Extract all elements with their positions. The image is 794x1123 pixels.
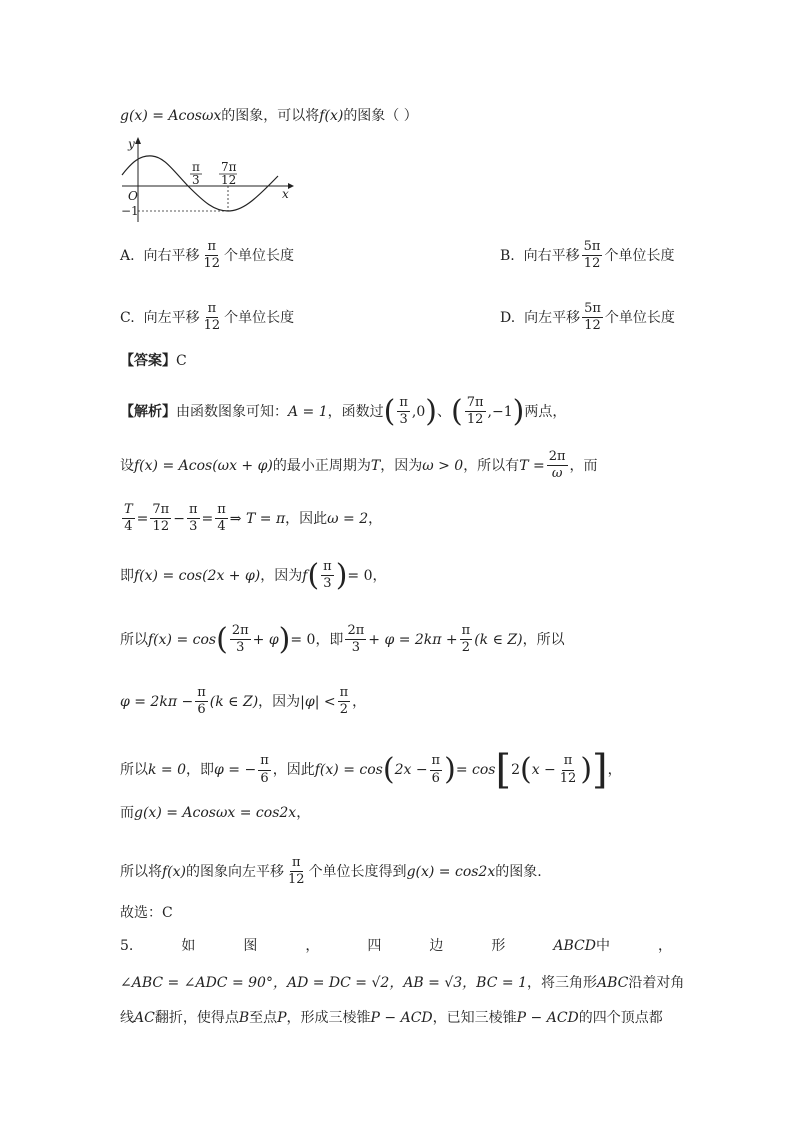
q5-line-2: ∠ABC = ∠ADC = 90°，AD = DC = √2，AB = √3，BC = 1，将三角形ABC沿着对角: [120, 975, 685, 991]
analysis-line-1: 【解析】由函数图象可知：A = 1，函数过( $\frac{\pi}{3}$ ,0)、( $\frac{7\pi}{12}$ ,−1)两点，: [120, 393, 567, 429]
tick-7pi12-num: 7π: [221, 160, 237, 174]
q5-line-3: 线AC翻折，使得点B至点P，形成三棱锥P − ACD，已知三棱锥P − ACD的四个顶点都: [120, 1010, 663, 1026]
analysis-conclusion: 故选：C: [120, 905, 173, 921]
y-axis-label: y: [128, 137, 135, 151]
analysis-line-3: $\frac{T}{4}$ = $\frac{7\pi}{12}$ − $\frac{\pi}{3}$ = $\frac{\pi}{4}$ ⇒ T = π，因此ω = 2，: [124, 502, 383, 535]
cosine-curve: [122, 156, 278, 211]
option-a[interactable]: A. 向右平移 $\frac{\pi}{12}$ 个单位长度: [120, 239, 295, 272]
option-b[interactable]: B. 向右平移 $\frac{5\pi}{12}$ 个单位长度: [500, 239, 675, 272]
q5-line-1: 5. 如 图 ， 四 边 形 ABCD中 ，: [120, 938, 672, 954]
analysis-line-6: φ = 2kπ − $\frac{\pi}{6}$ (k ∈ Z)，因为|φ| < $\frac{\pi}{2}$ ，: [120, 685, 367, 718]
x-axis-label: x: [282, 187, 289, 201]
x-axis-arrow-icon: [288, 183, 294, 189]
question-intro: g(x) = Acosωx的图象，可以将f(x)的图象（ ）: [120, 108, 418, 124]
analysis-line-9: 所以将f(x)的图象向左平移 $\frac{\pi}{12}$ 个单位长度得到g(x) = cos2x的图象.: [120, 855, 542, 888]
option-c[interactable]: C. 向左平移 $\frac{\pi}{12}$ 个单位长度: [120, 301, 295, 334]
answer-line: [120, 354, 187, 368]
analysis-line-7: 所以k = 0，即φ = − $\frac{\pi}{6}$ ，因此f(x) = cos(2x − $\frac{\pi}{6}$ )= cos[2(x − $\frac{\pi}{12}$ )]，: [120, 747, 622, 793]
analysis-line-8: 而g(x) = Acosωx = cos2x，: [120, 805, 311, 821]
q5-number: 5.: [120, 938, 134, 954]
analysis-line-4: 即f(x) = cos(2x + φ)，因为f( $\frac{\pi}{3}$ )= 0，: [120, 557, 387, 593]
origin-label: O: [128, 189, 138, 203]
g-definition: g(x) = Acosωx: [120, 108, 222, 124]
tick-7pi12-den: 12: [221, 173, 237, 187]
analysis-label: 【解析】: [120, 403, 176, 420]
answer-value: C: [176, 353, 187, 369]
option-d[interactable]: D. 向左平移 $\frac{5\pi}{12}$ 个单位长度: [500, 301, 675, 334]
y-axis-arrow-icon: [135, 137, 141, 144]
tick-neg1-label: −1: [121, 204, 139, 218]
analysis-line-5: 所以f(x) = cos( $\frac{2\pi}{3}$ + φ)= 0，即 $\frac{2\pi}{3}$ + φ = 2kπ + $\frac{\pi}{2}$ (k ∈ Z)，所以: [120, 621, 565, 657]
answer-label: 【答案】: [120, 353, 176, 369]
analysis-line-2: 设f(x) = Acos(ωx + φ)的最小正周期为T，因为ω > 0，所以有T = $\frac{2\pi}{\omega}$ ，而: [120, 449, 598, 482]
tick-pi3-den: 3: [192, 173, 200, 187]
function-graph: [118, 134, 298, 224]
tick-pi3-num: π: [192, 160, 200, 174]
